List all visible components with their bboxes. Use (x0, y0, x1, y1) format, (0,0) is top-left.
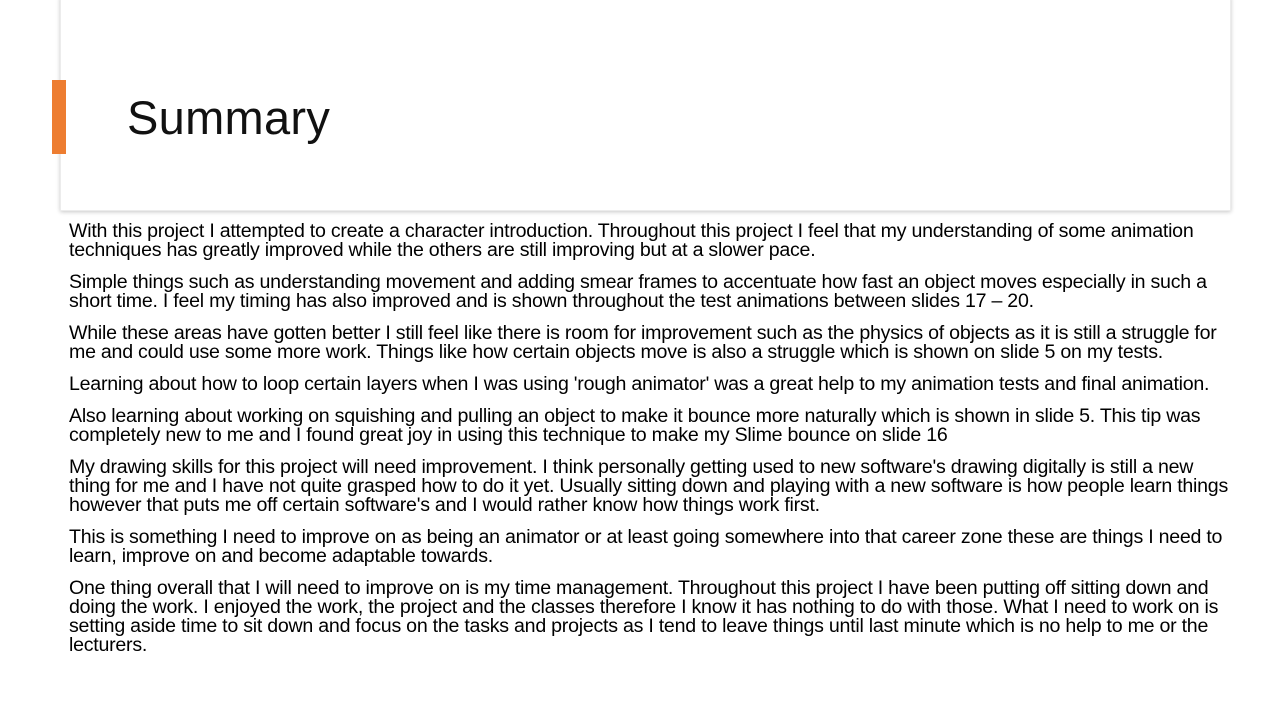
paragraph-movement: Simple things such as understanding movement and adding smear frames to accentuate how fast an object moves especially in such a short time. I feel my timing has also improved and is shown throughout the test animations between slides 17 – 20. (69, 271, 1207, 312)
paragraph-physics: While these areas have gotten better I still feel like there is room for improvement such as the physics of objects as it is still a struggle for me and could use some more work. Things like how certain objects move is also a struggle which is shown on slide 5 on my tests. (69, 322, 1217, 363)
paragraph-career: This is something I need to improve on as being an animator or at least going somewhere into that career zone these are things I need to learn, improve on and become adaptable towards. (69, 526, 1223, 567)
slide-title: Summary (127, 91, 331, 144)
slide-body (69, 222, 1229, 668)
accent-bar (52, 80, 66, 154)
paragraph-squash-stretch: Also learning about working on squishing and pulling an object to make it bounce more naturally which is shown in slide 5. This tip was completely new to me and I found great joy in using this technique to make my Slime bounce on slide 16 (69, 405, 1201, 446)
paragraph-drawing-skills: My drawing skills for this project will need improvement. I think personally getting used to new software's drawing digitally is still a new thing for me and I have not quite grasped how to do it yet. Usually sitting down and playing with a new software is how people learn things however that puts me off certain software's and I would rather know how things work first. (69, 456, 1228, 516)
paragraph-time-management: One thing overall that I will need to improve on is my time management. Throughout this project I have been putting off sitting down and doing the work. I enjoyed the work, the project and the classes therefore I know it has nothing to do with those. What I need to work on is setting aside time to sit down and focus on the tasks and projects as I tend to leave things until last minute which is no help to me or the lecturers. (69, 577, 1219, 656)
paragraph-intro: With this project I attempted to create a character introduction. Throughout this project I feel that my understanding of some animation techniques has greatly improved while the others are still improving but at a slower pace. (69, 220, 1194, 261)
paragraph-looping: Learning about how to loop certain layers when I was using 'rough animator' was a great help to my animation tests and final animation. (69, 373, 1210, 395)
